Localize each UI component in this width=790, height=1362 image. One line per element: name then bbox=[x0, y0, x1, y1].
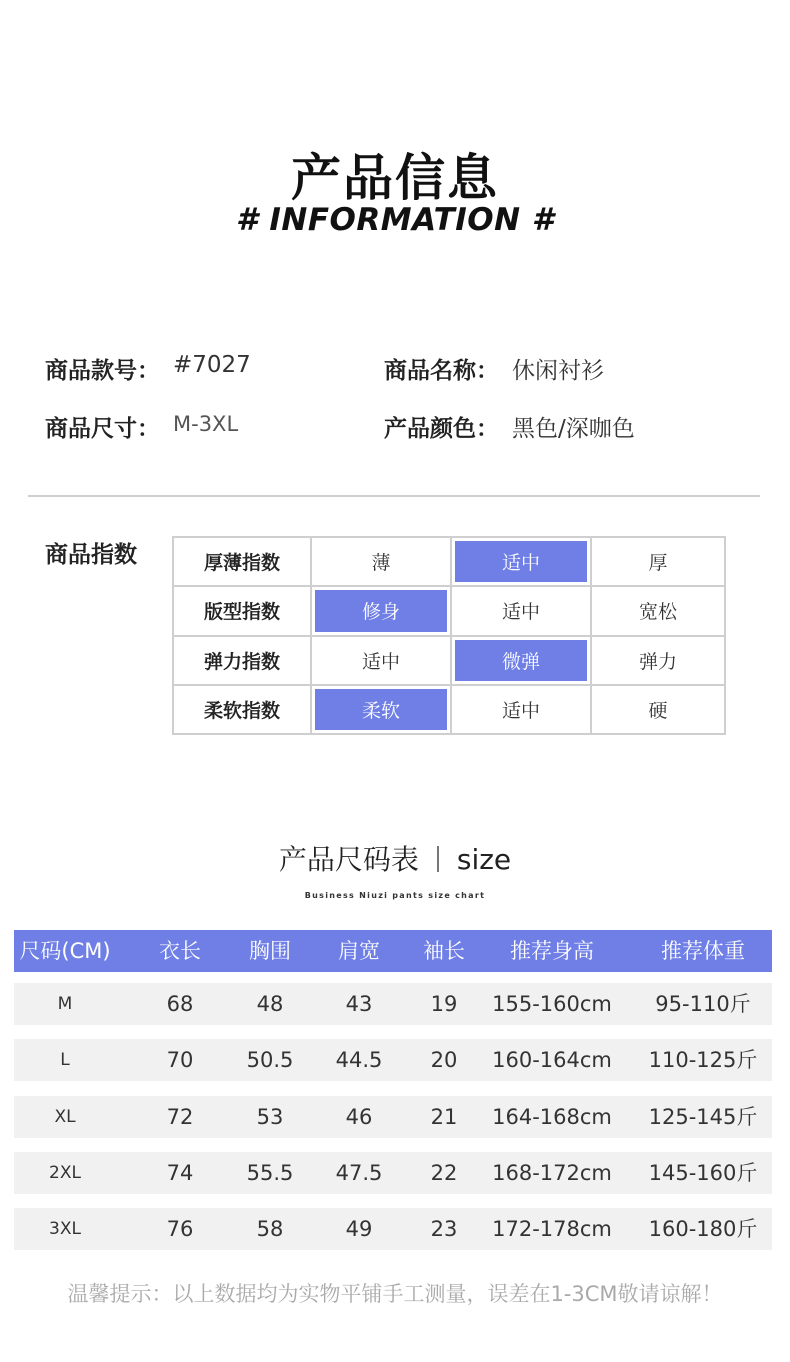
product-name-label: 商品名称： bbox=[384, 358, 499, 384]
index-row-label: 柔软指数 bbox=[173, 685, 311, 734]
size-table-header-cell: 推荐体重 bbox=[661, 939, 745, 963]
index-option-label: 适中 bbox=[501, 552, 540, 575]
size-table-cell: 76 bbox=[166, 1217, 194, 1241]
index-option-label: 薄 bbox=[371, 552, 391, 575]
size-table-cell: 160-164cm bbox=[492, 1048, 612, 1072]
index-option-selected bbox=[451, 537, 591, 586]
size-table-cell: 55.5 bbox=[246, 1161, 294, 1185]
size-table-header-cell: 肩宽 bbox=[338, 939, 380, 963]
index-row-label: 版型指数 bbox=[173, 586, 311, 635]
size-table-row bbox=[14, 1152, 772, 1194]
index-option-label: 硬 bbox=[648, 699, 668, 722]
index-option-label: 微弹 bbox=[501, 650, 540, 673]
title-separator bbox=[437, 846, 439, 872]
index-option bbox=[311, 636, 451, 685]
index-option-selected bbox=[451, 636, 591, 685]
index-title: 商品指数 bbox=[45, 542, 137, 568]
size-table-cell: 160-180斤 bbox=[648, 1217, 758, 1241]
size-table-header-cell: 袖长 bbox=[423, 939, 465, 963]
index-row bbox=[173, 537, 725, 586]
index-option-label: 适中 bbox=[501, 699, 540, 722]
size-label-cell: L bbox=[60, 1050, 70, 1070]
size-table-cell: 95-110斤 bbox=[655, 992, 751, 1016]
size-table-row bbox=[14, 1096, 772, 1138]
index-option bbox=[451, 685, 591, 734]
index-option bbox=[451, 586, 591, 635]
index-option bbox=[591, 537, 725, 586]
product-color-value: 黑色/深咖色 bbox=[512, 416, 635, 442]
size-table-cell: 22 bbox=[430, 1161, 458, 1185]
size-chart-title-cn: 产品尺码表 bbox=[278, 843, 419, 876]
size-table-cell: 168-172cm bbox=[492, 1161, 612, 1185]
size-table-row bbox=[14, 1208, 772, 1250]
size-table-cell: 58 bbox=[256, 1217, 284, 1241]
index-option bbox=[591, 685, 725, 734]
size-table-cell: 172-178cm bbox=[492, 1217, 612, 1241]
product-name-value: 休闲衬衫 bbox=[512, 358, 604, 384]
size-table-cell: 155-160cm bbox=[492, 992, 612, 1016]
size-table-cell: 46 bbox=[345, 1105, 373, 1129]
size-table-cell: 53 bbox=[256, 1105, 284, 1129]
size-table-cell: 70 bbox=[166, 1048, 194, 1072]
size-label-cell: 2XL bbox=[49, 1163, 81, 1183]
index-option-label: 柔软 bbox=[361, 699, 400, 722]
size-table-cell: 68 bbox=[166, 992, 194, 1016]
size-table-cell: 23 bbox=[430, 1217, 458, 1241]
index-option bbox=[591, 586, 725, 635]
size-table-row bbox=[14, 983, 772, 1025]
index-row-label: 厚薄指数 bbox=[173, 537, 311, 586]
size-table-cell: 49 bbox=[345, 1217, 373, 1241]
size-table-cell: 20 bbox=[430, 1048, 458, 1072]
style-number-value: #7027 bbox=[173, 352, 251, 378]
size-table-cell: 21 bbox=[430, 1105, 458, 1129]
size-table-cell: 44.5 bbox=[335, 1048, 383, 1072]
size-table-cell: 145-160斤 bbox=[648, 1161, 758, 1185]
section-divider bbox=[28, 495, 760, 497]
size-table-header bbox=[14, 930, 772, 972]
product-size-value: M-3XL bbox=[173, 412, 239, 436]
index-option-label: 弹力 bbox=[638, 650, 677, 673]
page-title: 产品信息 bbox=[291, 149, 499, 207]
product-size-label: 商品尺寸： bbox=[45, 416, 160, 442]
size-chart-subtitle: Business Niuzi pants size chart bbox=[304, 891, 486, 900]
size-chart-title-en: size bbox=[456, 843, 512, 876]
product-color-label: 产品颜色： bbox=[384, 416, 499, 442]
index-option bbox=[311, 537, 451, 586]
index-row-label: 弹力指数 bbox=[173, 636, 311, 685]
size-table-cell: 164-168cm bbox=[492, 1105, 612, 1129]
size-table-row bbox=[14, 1039, 772, 1081]
index-option-label: 修身 bbox=[361, 601, 400, 624]
size-table-cell: 47.5 bbox=[335, 1161, 383, 1185]
size-table-cell: 72 bbox=[166, 1105, 194, 1129]
size-table-cell: 110-125斤 bbox=[648, 1048, 758, 1072]
index-option-label: 厚 bbox=[648, 552, 668, 575]
measurement-note: 温馨提示：以上数据均为实物平铺手工测量，误差在1-3CM敬请谅解！ bbox=[67, 1282, 723, 1306]
size-label-cell: M bbox=[57, 994, 73, 1014]
size-table-header-cell: 衣长 bbox=[159, 939, 201, 963]
index-row bbox=[173, 685, 725, 734]
index-row bbox=[173, 636, 725, 685]
size-table-cell: 19 bbox=[430, 992, 458, 1016]
product-index-table bbox=[172, 536, 726, 735]
style-number-label: 商品款号： bbox=[45, 358, 160, 384]
index-row bbox=[173, 586, 725, 635]
index-option-label: 适中 bbox=[501, 601, 540, 624]
size-table-cell: 48 bbox=[256, 992, 284, 1016]
size-table-cell: 125-145斤 bbox=[648, 1105, 758, 1129]
index-option-label: 宽松 bbox=[638, 601, 677, 624]
size-label-cell: XL bbox=[54, 1107, 76, 1127]
size-table-header-cell: 胸围 bbox=[249, 939, 291, 963]
size-label-cell: 3XL bbox=[49, 1219, 81, 1239]
index-option-selected bbox=[311, 685, 451, 734]
index-option-selected bbox=[311, 586, 451, 635]
size-table-header-cell: 尺码(CM) bbox=[19, 939, 111, 963]
size-table-cell: 50.5 bbox=[246, 1048, 294, 1072]
page-subtitle: # INFORMATION # bbox=[236, 202, 554, 238]
index-option bbox=[591, 636, 725, 685]
size-table-cell: 43 bbox=[345, 992, 373, 1016]
size-table-header-cell: 推荐身高 bbox=[510, 939, 594, 963]
size-table-cell: 74 bbox=[166, 1161, 194, 1185]
index-option-label: 适中 bbox=[361, 650, 400, 673]
size-chart-title bbox=[0, 838, 790, 878]
